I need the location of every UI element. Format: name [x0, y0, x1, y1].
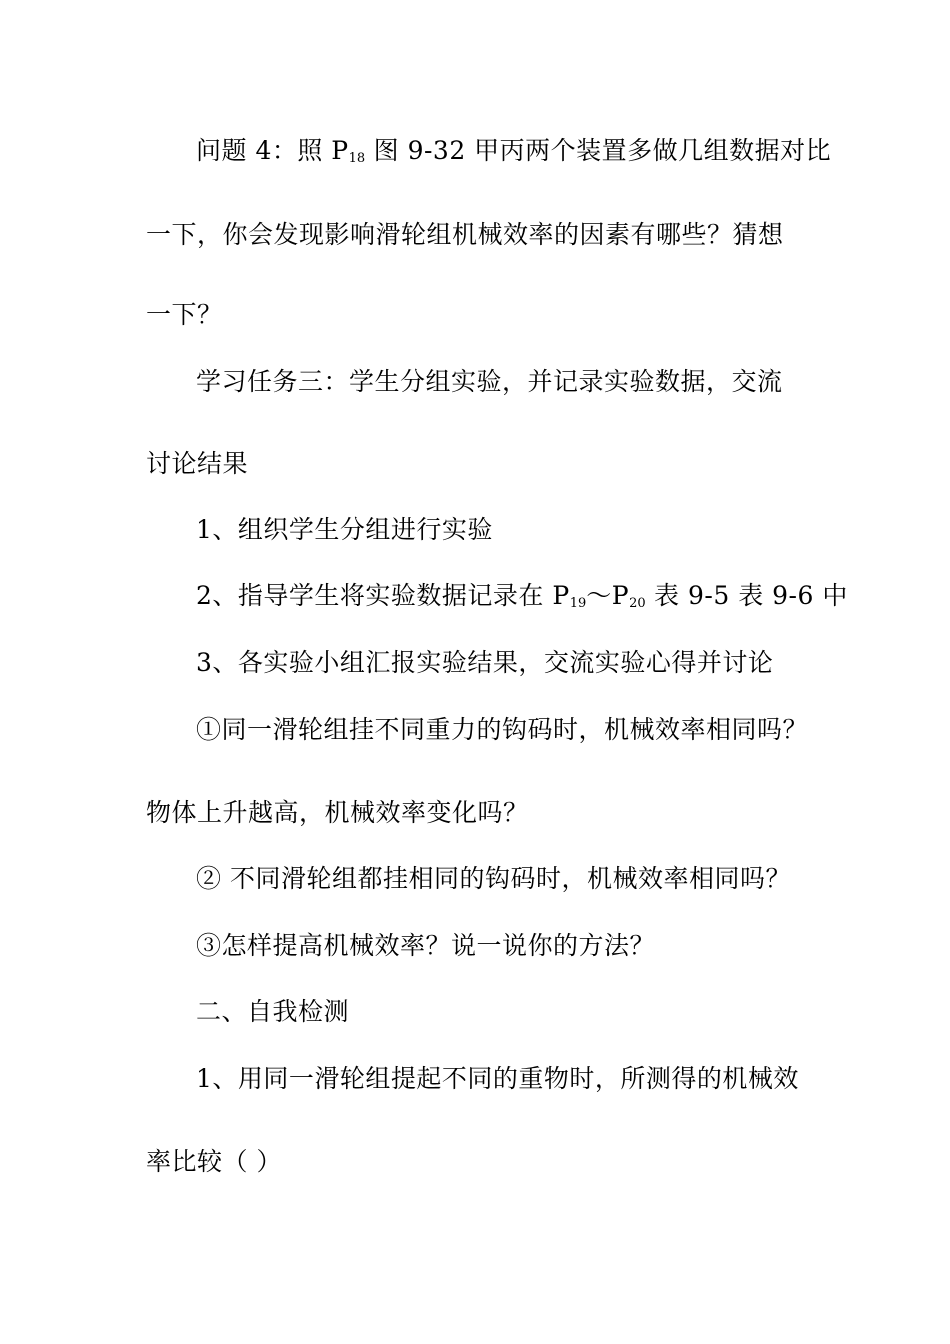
question4-line3: 一下？: [146, 300, 223, 329]
step-1: 1、组织学生分组进行实验: [196, 515, 493, 544]
question4-page-subscript: 18: [348, 151, 366, 166]
self-test-item1-line1: 1、用同一滑轮组提起不同的重物时，所测得的机械效: [196, 1064, 799, 1093]
question4-line2: 一下，你会发现影响滑轮组机械效率的因素有哪些？猜想: [146, 220, 784, 249]
task3-heading-line2: 讨论结果: [146, 449, 249, 478]
step-2-prefix: 2、指导学生将实验数据记录在 P: [196, 581, 570, 610]
step-2-middle: ～P: [586, 581, 630, 610]
discussion-question-1-line2: 物体上升越高，机械效率变化吗？: [146, 798, 529, 827]
step-2-subscript-1: 19: [569, 596, 587, 611]
step-3: 3、各实验小组汇报实验结果，交流实验心得并讨论: [196, 648, 774, 677]
step-2-subscript-2: 20: [629, 596, 646, 611]
discussion-question-1-line1: ①同一滑轮组挂不同重力的钩码时，机械效率相同吗？: [196, 715, 809, 744]
question4-line1-suffix: 图 9-32 甲丙两个装置多做几组数据对比: [365, 136, 832, 165]
task3-heading-line1: 学习任务三：学生分组实验，并记录实验数据，交流: [196, 367, 783, 396]
self-test-item1-line2: 率比较（ ）: [146, 1147, 282, 1176]
question4-line1-prefix: 问题 4：照 P: [196, 136, 349, 165]
question4-line1: [196, 135, 831, 175]
step-2-suffix: 表 9-5 表 9-6 中: [645, 581, 848, 610]
discussion-question-2: ② 不同滑轮组都挂相同的钩码时，机械效率相同吗？: [196, 864, 791, 893]
step-2: [196, 580, 848, 620]
self-test-heading: 二、自我检测: [196, 997, 350, 1026]
discussion-question-3: ③怎样提高机械效率？说一说你的方法？: [196, 931, 656, 960]
